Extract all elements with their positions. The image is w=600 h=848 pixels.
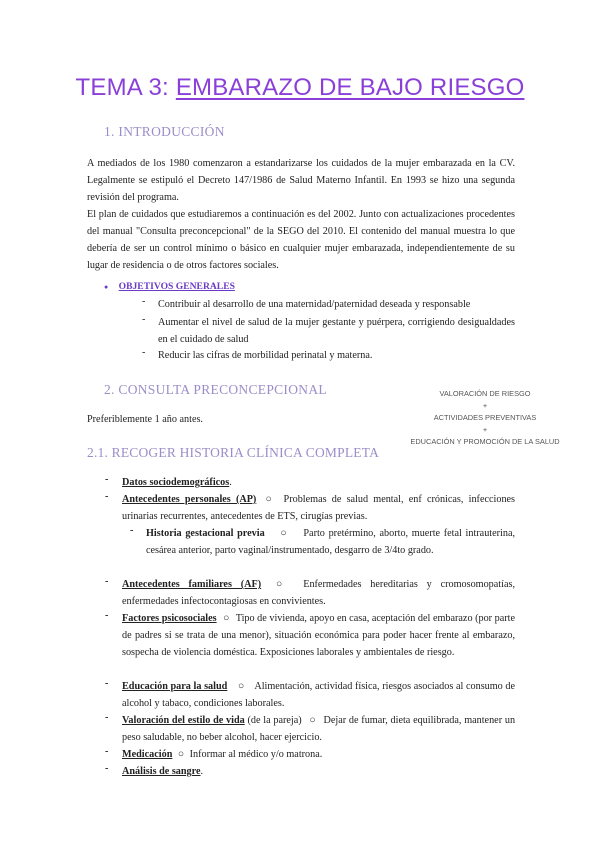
intro-paragraph-1: A mediados de los 1980 comenzaron a estandarizarse los cuidados de la mujer embarazada en la CV. Legalmente se estipuló el Decreto 147/1986 de Salud Materno Infantil. En 1993 se hizo una segunda revisión del programa. xyxy=(87,158,515,203)
item-label: Datos sociodemográficos xyxy=(122,477,230,488)
title-prefix: TEMA 3: xyxy=(75,74,169,101)
dash-icon: - xyxy=(105,678,109,689)
dash-icon: - xyxy=(105,610,109,621)
section-heading-introduccion: 1. INTRODUCCIÓN xyxy=(104,124,225,139)
dash-icon: - xyxy=(105,763,109,774)
side-line-educacion: EDUCACIÓN Y PROMOCIÓN DE LA SALUD xyxy=(410,437,560,446)
circle-icon: ○ xyxy=(280,528,288,539)
bullet-icon: ● xyxy=(104,283,109,291)
side-line-valoracion: VALORACIÓN DE RIESGO xyxy=(439,389,531,398)
item-text: Parto pretérmino, aborto, muerte fetal intrauterina, cesárea anterior, parto vaginal/instrumentado, desgarro de 3/4to grado. xyxy=(146,528,516,556)
page-title xyxy=(0,74,600,102)
section-heading-consulta: 2. CONSULTA PRECONCEPCIONAL xyxy=(104,382,327,397)
circle-icon: ○ xyxy=(275,579,289,590)
objetivo-item: Aumentar el nivel de salud de la mujer gestante y puérpera, corrigiendo desigualdades en el cuidado de salud xyxy=(158,317,515,345)
section-heading-historia: 2.1. RECOGER HISTORIA CLÍNICA COMPLETA xyxy=(87,445,380,460)
dash-icon: - xyxy=(142,296,146,307)
list-item-estilo-vida xyxy=(122,712,515,746)
title-main: EMBARAZO DE BAJO RIESGO xyxy=(175,74,525,101)
dash-icon: - xyxy=(142,314,146,325)
item-text: Enfermedades hereditarias y cromosomopatías, enfermedades infectocontagiosas en convivientes. xyxy=(122,579,515,607)
dash-icon: - xyxy=(105,474,109,485)
item-text: Dejar de fumar, dieta equilibrada, mantener un peso saludable, no beber alcohol, hacer ejercicio. xyxy=(122,715,516,743)
plus-icon: + xyxy=(482,401,488,410)
item-text: Problemas de salud mental, enf crónicas, infecciones urinarias recurrentes, antecedentes de ETS, cirugías previas. xyxy=(122,494,516,522)
dash-icon: - xyxy=(105,491,109,502)
circle-icon: ○ xyxy=(177,749,185,760)
item-label: Valoración del estilo de vida xyxy=(122,715,245,726)
item-label: Antecedentes familiares (AF) xyxy=(122,579,262,590)
item-text: Tipo de vivienda, apoyo en casa, aceptación del embarazo (por parte de padres si se trata de una menor), situación económica para poder hacer frente al embarazo, sospecha de violencia doméstica. Exposiciones laborales y ambientales de riesgo. xyxy=(122,613,515,658)
circle-icon: ○ xyxy=(309,715,316,726)
list-item-analisis: Análisis de sangre. xyxy=(122,766,204,777)
list-item-ap xyxy=(122,491,515,525)
list-item-datos: Datos sociodemográficos. xyxy=(122,477,232,488)
list-item-historia-gestacional xyxy=(146,525,515,559)
list-item-educacion xyxy=(122,678,515,712)
item-label: Factores psicosociales xyxy=(122,613,217,624)
objetivo-item: Contribuir al desarrollo de una maternidad/paternidad deseada y responsable xyxy=(158,299,471,310)
dash-icon: - xyxy=(130,525,134,536)
dash-icon: - xyxy=(105,746,109,757)
item-label: Antecedentes personales (AP) xyxy=(122,494,257,505)
item-label: Educación para la salud xyxy=(122,681,228,692)
dash-icon: - xyxy=(142,347,146,358)
item-text: Informar al médico y/o matrona. xyxy=(189,749,323,760)
item-extra: (de la pareja) xyxy=(247,715,302,726)
circle-icon: ○ xyxy=(223,613,230,624)
circle-icon: ○ xyxy=(265,494,275,505)
list-item-af xyxy=(122,576,515,610)
dash-icon: - xyxy=(105,576,109,587)
objetivos-label: OBJETIVOS GENERALES xyxy=(118,281,235,292)
item-label: Medicación xyxy=(122,749,173,760)
item-label: Análisis de sangre xyxy=(122,766,201,777)
circle-icon: ○ xyxy=(237,681,245,692)
plus-icon: + xyxy=(482,425,488,434)
side-summary-box xyxy=(390,386,580,449)
objetivos-heading xyxy=(104,281,235,292)
list-item-psicosociales xyxy=(122,610,515,661)
side-line-actividades: ACTIVIDADES PREVENTIVAS xyxy=(433,413,537,422)
list-item-medicacion xyxy=(122,746,515,763)
item-text: Alimentación, actividad física, riesgos asociados al consumo de alcohol y tabaco, condiciones laborales. xyxy=(122,681,516,709)
consulta-note: Preferiblemente 1 año antes. xyxy=(87,414,203,425)
dash-icon: - xyxy=(105,712,109,723)
objetivo-item: Reducir las cifras de morbilidad perinatal y materna. xyxy=(158,350,373,361)
item-label: Historia gestacional previa xyxy=(146,528,265,539)
intro-paragraph-2: El plan de cuidados que estudiaremos a continuación es del 2002. Junto con actualizaciones procedentes del manual "Consulta preconcepcional" de la SEGO del 2010. El contenido del manual muestra lo que debería de ser un control mínimo o básico en cualquier mujer embarazada, independientemente de su lugar de residencia o de otros factores sociales. xyxy=(87,209,515,271)
